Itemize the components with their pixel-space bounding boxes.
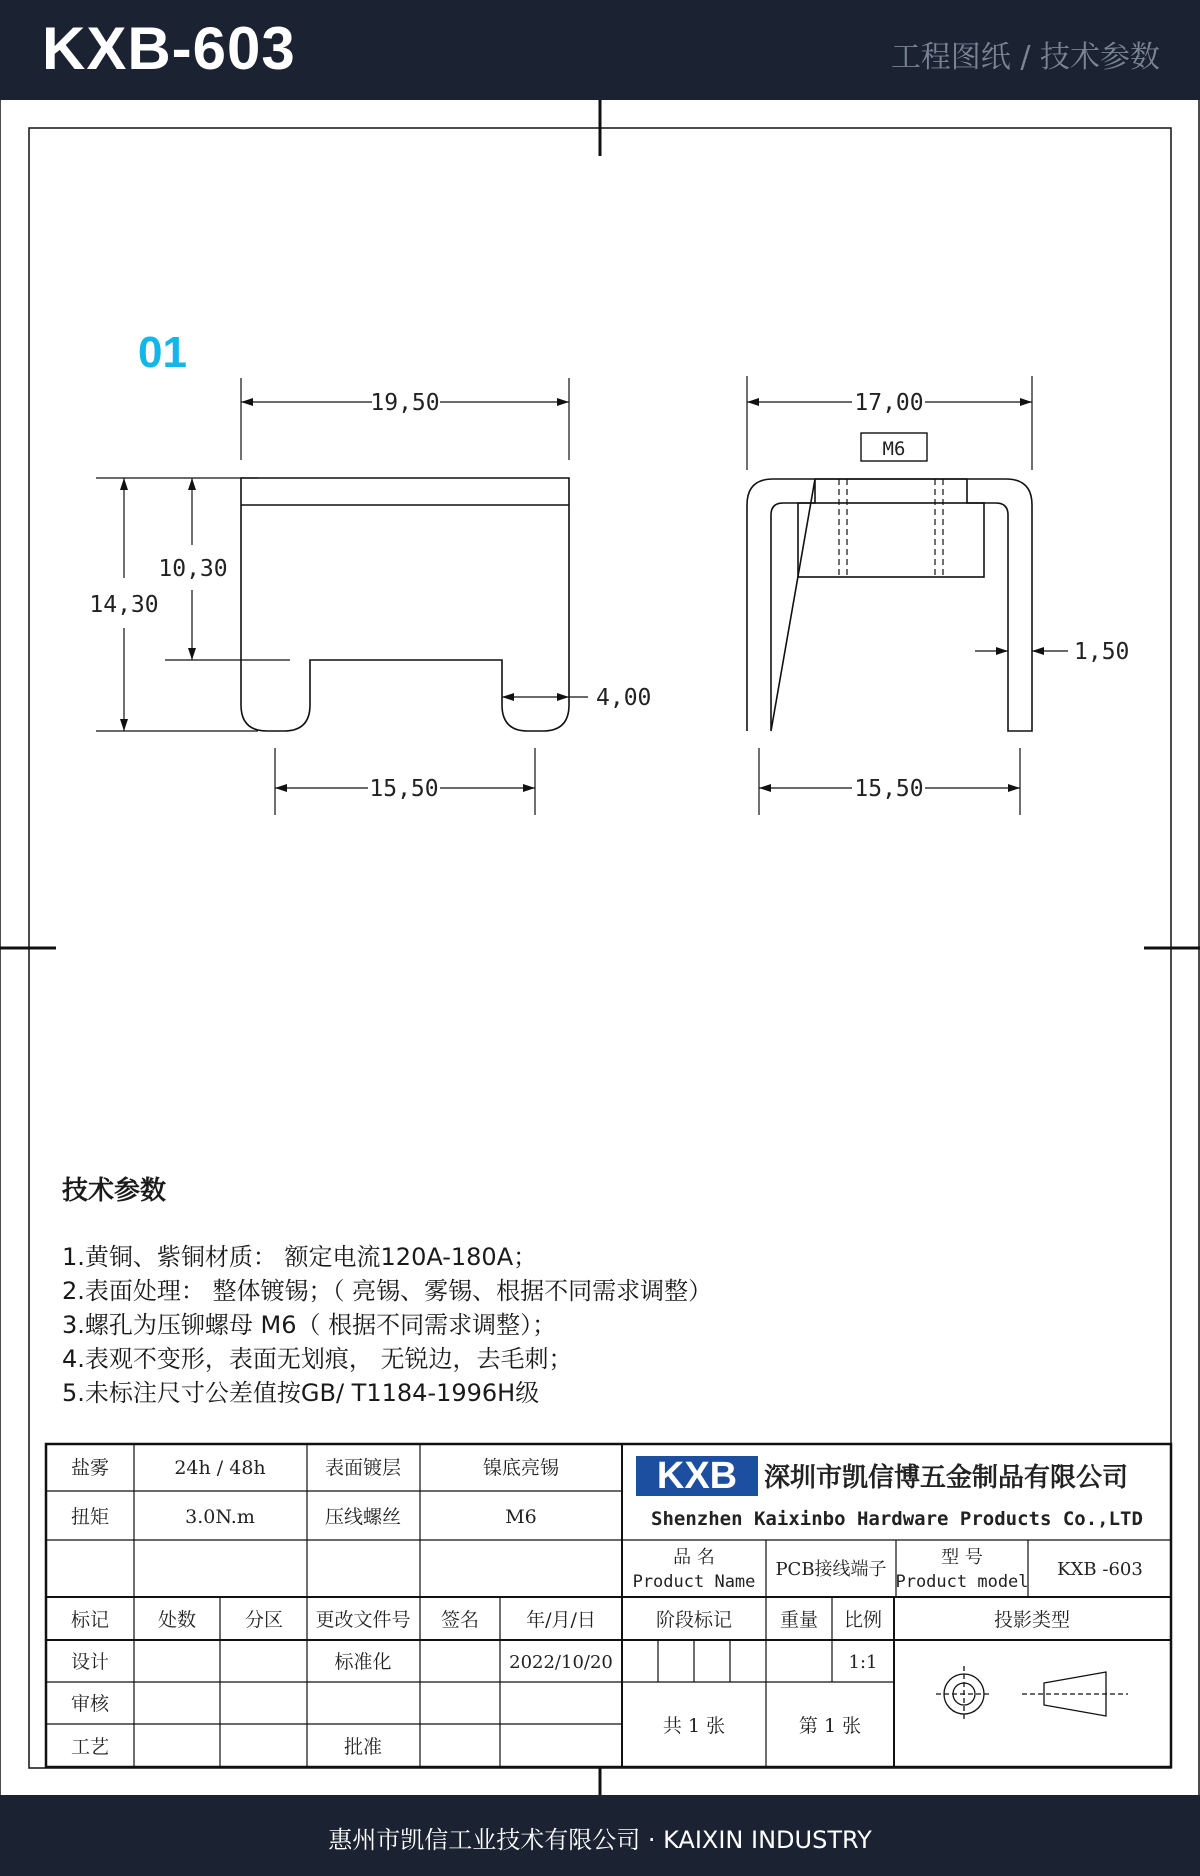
approve-label: 批准 [343, 1736, 383, 1758]
sheets-total: 共 1 张 [662, 1715, 726, 1737]
product-name-en: Product Name [632, 1572, 756, 1592]
torque-value: 3.0N.m [185, 1506, 255, 1528]
page-title: KXB-603 [42, 15, 296, 82]
row-review: 审核 [70, 1693, 110, 1715]
spec-item: 2.表面处理： 整体镀锡；（ 亮锡、雾锡、根据不同需求调整） [62, 1277, 713, 1305]
front-view [241, 478, 569, 731]
specs-list [62, 1240, 712, 1410]
product-name-cn: 品 名 [673, 1547, 715, 1568]
stray-mark: 01 [138, 328, 187, 377]
spec-item: 4.表观不变形，表面无划痕， 无锐边，去毛刺； [62, 1345, 573, 1373]
torque-label: 扭矩 [70, 1506, 110, 1528]
dim-front-leg: 4,00 [596, 685, 652, 711]
specs-title: 技术参数 [62, 1176, 167, 1206]
plating-value: 镍底亮锡 [482, 1457, 560, 1479]
col-date: 年/月/日 [526, 1609, 596, 1631]
col-scale: 比例 [843, 1609, 883, 1631]
spec-item: 3.螺孔为压铆螺母 M6（ 根据不同需求调整）； [62, 1311, 557, 1339]
company-cn: 深圳市凯信博五金制品有限公司 [764, 1463, 1129, 1493]
dim-front-inner-height: 10,30 [158, 556, 228, 582]
col-mark: 标记 [70, 1609, 110, 1631]
col-sign: 签名 [440, 1609, 480, 1631]
product-name-value: PCB接线端子 [775, 1559, 887, 1580]
side-view [747, 479, 1032, 731]
front-view-dimension-text [89, 390, 651, 802]
dim-side-bottom: 15,50 [854, 776, 924, 802]
footer-text: 惠州市凯信工业技术有限公司 · KAIXIN INDUSTRY [328, 1826, 872, 1854]
kxb-logo [636, 1455, 758, 1497]
col-weight: 重量 [779, 1609, 819, 1631]
col-projection: 投影类型 [993, 1609, 1071, 1631]
model-cn: 型 号 [941, 1547, 983, 1568]
title-block-text [71, 1457, 1143, 1758]
side-view-dimension-text [854, 390, 1129, 802]
plating-label: 表面镀层 [324, 1457, 402, 1479]
standardize-label: 标准化 [334, 1651, 392, 1673]
col-count: 处数 [157, 1609, 197, 1631]
salt-value: 24h / 48h [174, 1457, 266, 1479]
page-subtitle: 工程图纸 / 技术参数 [890, 40, 1160, 75]
screw-label: 压线螺丝 [324, 1506, 402, 1528]
dim-front-height: 14,30 [89, 592, 159, 618]
scale-value: 1:1 [848, 1652, 878, 1673]
screw-value: M6 [505, 1506, 537, 1528]
dim-front-width: 19,50 [370, 390, 440, 416]
kxb-logo-text: KXB [656, 1455, 738, 1497]
model-value: KXB -603 [1057, 1559, 1143, 1580]
row-design: 设计 [70, 1651, 110, 1673]
sheet-number: 第 1 张 [798, 1715, 862, 1737]
m6-label: M6 [882, 438, 906, 460]
col-zone: 分区 [244, 1609, 284, 1631]
side-view-hidden-lines [839, 479, 943, 577]
drawing-sheet [0, 100, 1200, 1795]
dim-side-width: 17,00 [854, 390, 924, 416]
model-en: Product model [895, 1572, 1029, 1592]
dim-front-bottom: 15,50 [369, 776, 439, 802]
date-value: 2022/10/20 [509, 1652, 613, 1673]
spec-item: 1.黄铜、紫铜材质： 额定电流120A-180A； [62, 1243, 538, 1271]
col-stage-mark: 阶段标记 [655, 1609, 733, 1631]
salt-label: 盐雾 [70, 1457, 110, 1479]
company-en: Shenzhen Kaixinbo Hardware Products Co.,LTD [651, 1508, 1143, 1530]
spec-item: 5.未标注尺寸公差值按GB/ T1184-1996H级 [62, 1379, 540, 1407]
front-view-dimensions [96, 378, 588, 815]
dim-side-thickness: 1,50 [1074, 639, 1130, 665]
projection-symbol [936, 1666, 1128, 1722]
row-process: 工艺 [70, 1736, 110, 1758]
col-doc-no: 更改文件号 [315, 1609, 411, 1631]
